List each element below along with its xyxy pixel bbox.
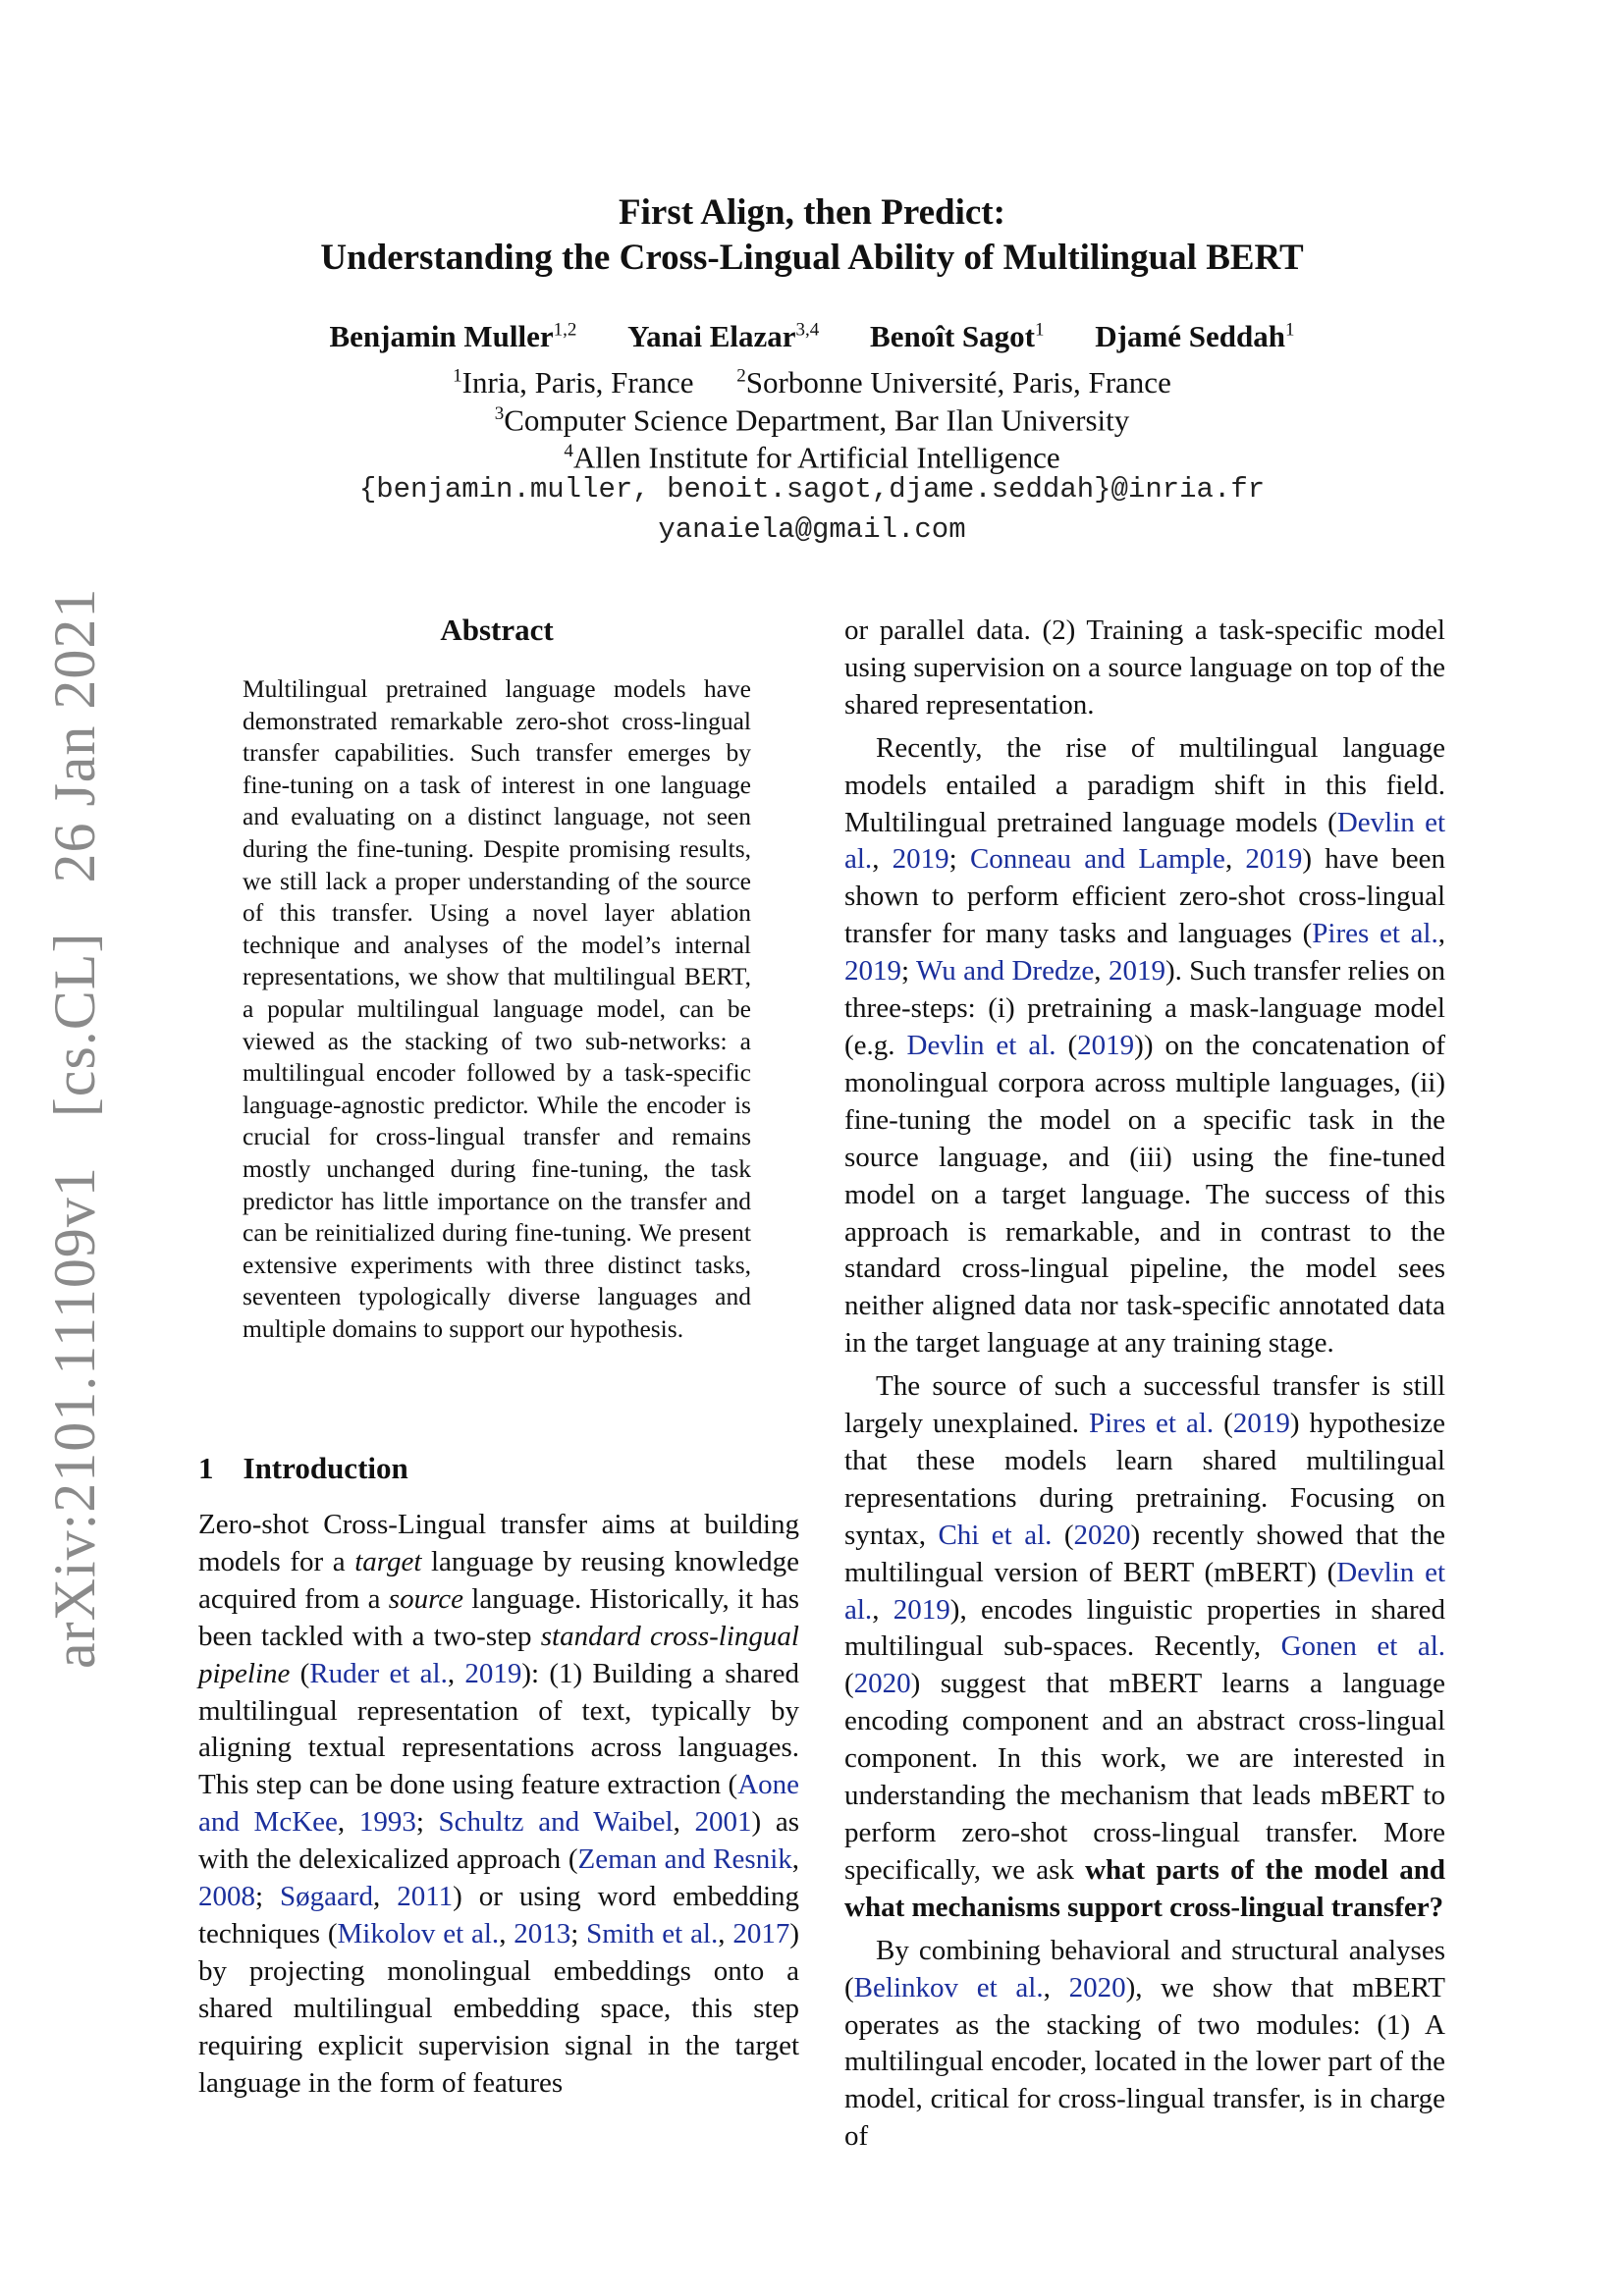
arxiv-category: [cs.CL] [42,932,107,1118]
emphasis: target [354,1545,422,1577]
author-sup: 1,2 [553,320,577,341]
emphasis: source [388,1582,464,1615]
text-run: )) on the concatenation of monolingual corpora across multiple languages, (ii) fine-tuning the model on a specific task in the source language, and (iii) using the fine-tuned model on a target language. The success of this approach is remarkable, and in contrast to the standard cross-lingual pipeline, the model sees neither aligned data nor task-specific annotated data in the target language at any training stage. [844,1029,1445,1360]
text-run: ) as with the delexicalized approach ( [198,1806,800,1876]
affiliation-sup: 4 [564,441,573,461]
author-name: Benjamin Muller [329,319,554,354]
affiliation-sup: 1 [453,366,462,387]
text-run: ): (1) Building a shared multilingual representation of text, typically by aligning textual representations across languages. This step can be done using feature extraction ( [198,1657,799,1801]
affiliation-name: Sorbonne Université, Paris, France [745,365,1171,400]
text-run: , [447,1657,465,1689]
author-muller [330,319,577,353]
paragraph-multilingual-models [844,730,1445,1362]
text-run: , [872,1593,893,1626]
section-number: 1 [198,1451,214,1485]
text-run: , [673,1806,695,1839]
email-line-2: yanaiela@gmail.com [658,513,966,546]
section-title: Introduction [243,1451,408,1485]
text-run: ) or using word embedding techniques ( [198,1881,800,1949]
citation-link[interactable]: Devlin et al. [906,1029,1056,1061]
abstract-heading: Abstract [440,613,554,647]
citation-link[interactable]: 2019 [1108,955,1165,988]
citation-link[interactable]: 2019 [892,843,949,876]
email-line-1: {benjamin.muller, benoit.sagot,djame.seddah}@inria.fr [358,473,1266,506]
citation-link[interactable]: Belinkov et al. [853,1971,1044,2003]
paper-title [0,190,1624,281]
text-run: ; [948,843,970,876]
text-run: ) suggest that mBERT learns a language encoding component and an abstract cross-lingual component. In this work, we are interested in understanding the mechanism that leads mBERT to perform zero-shot cross-lingual transfer. More specifically, we ask [844,1668,1445,1886]
section-heading-introduction [198,1451,408,1486]
text-run: , [872,843,893,876]
text-run: , [1094,955,1109,988]
citation-link[interactable]: Conneau and Lample [969,843,1225,876]
text-run: ) recently showed that the multilingual version of BERT (mBERT) ( [844,1519,1445,1588]
text-run: ( [844,1668,854,1700]
text-run: ( [1214,1408,1233,1440]
text-run: , [1043,1971,1069,2003]
citation-link[interactable]: Smith et al. [586,1917,719,1949]
affiliation-name: Allen Institute for Artificial Intelligence [572,440,1060,475]
citation-link[interactable]: 2019 [1232,1408,1290,1440]
author-sup: 1 [1285,320,1295,341]
text-run: ), encodes linguistic properties in shared multilingual sub-spaces. Recently, [844,1593,1446,1663]
citation-link[interactable]: Devlin et al. [844,1556,1446,1626]
text-run: ; [570,1917,587,1949]
affiliation-sup: 2 [736,366,746,387]
citation-link[interactable]: Pires et al. [1312,918,1438,950]
citation-link[interactable]: 2019 [1077,1029,1135,1061]
paragraph-contribution [844,1933,1445,2156]
bold-question: what parts of the model and what mechanisms support cross-lingual transfer? [844,1853,1445,1923]
citation-link[interactable]: 2020 [853,1668,911,1700]
citation-link[interactable]: 1993 [358,1806,416,1839]
text-run: , [1224,843,1246,876]
text-run: ) hypothesize that these models learn shared multilingual representations during pretraining. Focusing on syntax, [844,1408,1445,1551]
text-run: ) by projecting monolingual embeddings onto a shared multilingual embedding space, this step requiring explicit supervision signal in the target language in the form of features [198,1917,800,2099]
citation-link[interactable]: Devlin et al. [844,806,1445,876]
title-line-1: First Align, then Predict: [619,192,1005,233]
text-run: , [791,1843,800,1876]
citation-link[interactable]: Ruder et al. [309,1657,448,1689]
text-run: , [337,1806,359,1839]
citation-link[interactable]: 2020 [1068,1971,1126,2003]
citation-link[interactable]: 2019 [1245,843,1303,876]
arxiv-id: arXiv:2101.11109v1 [42,1166,107,1669]
citation-link[interactable]: Søgaard [280,1881,374,1913]
author-name: Benoît Sagot [870,319,1035,354]
citation-link[interactable]: 2008 [198,1881,255,1913]
author-sup: 1 [1034,320,1045,341]
citation-link[interactable]: Aone and McKee [198,1769,800,1839]
citation-link[interactable]: 2020 [1073,1519,1131,1551]
text-run: ), we show that mBERT operates as the stacking of two modules: (1) A multilingual encoder, located in the lower part of the model, critical for cross-lingual transfer, is in charge of [844,1971,1446,2153]
emphasis: standard cross-lingual pipeline [198,1620,799,1689]
author-seddah [1095,319,1294,353]
citation-link[interactable]: Pires et al. [1089,1408,1215,1440]
text-run: Recently, the rise of multilingual language models entailed a paradigm shift in this field. Multilingual pretrained language models ( [844,731,1445,838]
citation-link[interactable]: 2013 [514,1917,571,1949]
text-run: By combining behavioral and structural analyses ( [844,1934,1445,2003]
text-run: , [499,1917,514,1949]
citation-link[interactable]: Gonen et al. [1280,1630,1446,1663]
citation-link[interactable]: Schultz and Waibel [438,1806,674,1839]
text-run: ( [1052,1519,1074,1551]
affiliation-name: Inria, Paris, France [461,365,694,400]
citation-link[interactable]: 2019 [844,955,901,988]
text-run: ; [415,1806,439,1839]
paragraph-source-of-transfer [844,1368,1445,1927]
intro-paragraph [198,1507,799,2103]
citation-link[interactable]: 2019 [464,1657,522,1689]
citation-link[interactable]: 2001 [694,1806,752,1839]
citation-link[interactable]: 2019 [893,1593,950,1626]
citation-link[interactable]: Zeman and Resnik [577,1843,792,1876]
text-run: , [718,1917,733,1949]
author-list [0,312,1624,355]
citation-link[interactable]: Chi et al. [938,1519,1053,1551]
text-run: , [1437,918,1445,950]
author-name: Yanai Elazar [627,319,796,354]
citation-link[interactable]: Mikolov et al. [337,1917,500,1949]
text-run: ( [290,1657,310,1689]
affiliation-sup: 3 [494,403,505,424]
author-sup: 3,4 [795,320,820,341]
citation-link[interactable]: 2011 [397,1881,454,1913]
author-elazar [627,319,819,353]
citation-link[interactable]: 2017 [732,1917,790,1949]
abstract-text: Multilingual pretrained language models have demonstrated remarkable zero-shot cross-lingual transfer capabilities. Such transfer emerges by fine-tuning on a task of interest in one language and evaluating on a distinct language, not seen during the fine-tuning. Despite promising results, we still lack a proper understanding of the source of this transfer. Using a novel layer ablation technique and analyses of the model’s internal representations, we show that multilingual BERT, a popular multilingual language model, can be viewed as the stacking of two sub-networks: a multilingual encoder followed by a task-specific language-agnostic predictor. While the encoder is crucial for cross-lingual transfer and remains mostly unchanged during fine-tuning, the task predictor has little importance on the transfer and can be reinitialized during fine-tuning. We present extensive experiments with three distinct tasks, seventeen typologically diverse languages and multiple domains to support our hypothesis. [243,674,751,1343]
arxiv-date: 26 Jan 2021 [42,587,107,883]
text-run: , [373,1881,398,1913]
right-column [844,613,1445,2162]
text-run: Zero-shot Cross-Lingual transfer aims at building models for a [198,1509,799,1577]
author-sagot [870,319,1044,353]
text-run: The source of such a successful transfer is still largely unexplained. [844,1370,1445,1440]
text-run: ; [901,955,916,988]
author-name: Djamé Seddah [1095,319,1285,354]
citation-link[interactable]: Wu and Dredze [916,955,1095,988]
title-line-2: Understanding the Cross-Lingual Ability of Multilingual BERT [320,238,1304,278]
text-run: ; [255,1881,280,1913]
text-run: ). Such transfer relies on three-steps: (i) pretraining a mask-language model (e.g. [844,955,1446,1061]
text-run: ) have been shown to perform efficient zero-shot cross-lingual transfer for many tasks and languages ( [844,843,1446,950]
text-run: language by reusing knowledge acquired from a [198,1545,799,1615]
arxiv-stamp [41,555,109,1669]
text-run: ( [1056,1029,1078,1061]
affiliation-name: Computer Science Department, Bar Ilan University [504,402,1130,438]
affiliation-allen [0,433,1624,476]
text-run: language. Historically, it has been tackled with a two-step [198,1582,799,1652]
paragraph-continuation: or parallel data. (2) Training a task-specific model using supervision on a source language on top of the shared representation. [844,614,1445,721]
